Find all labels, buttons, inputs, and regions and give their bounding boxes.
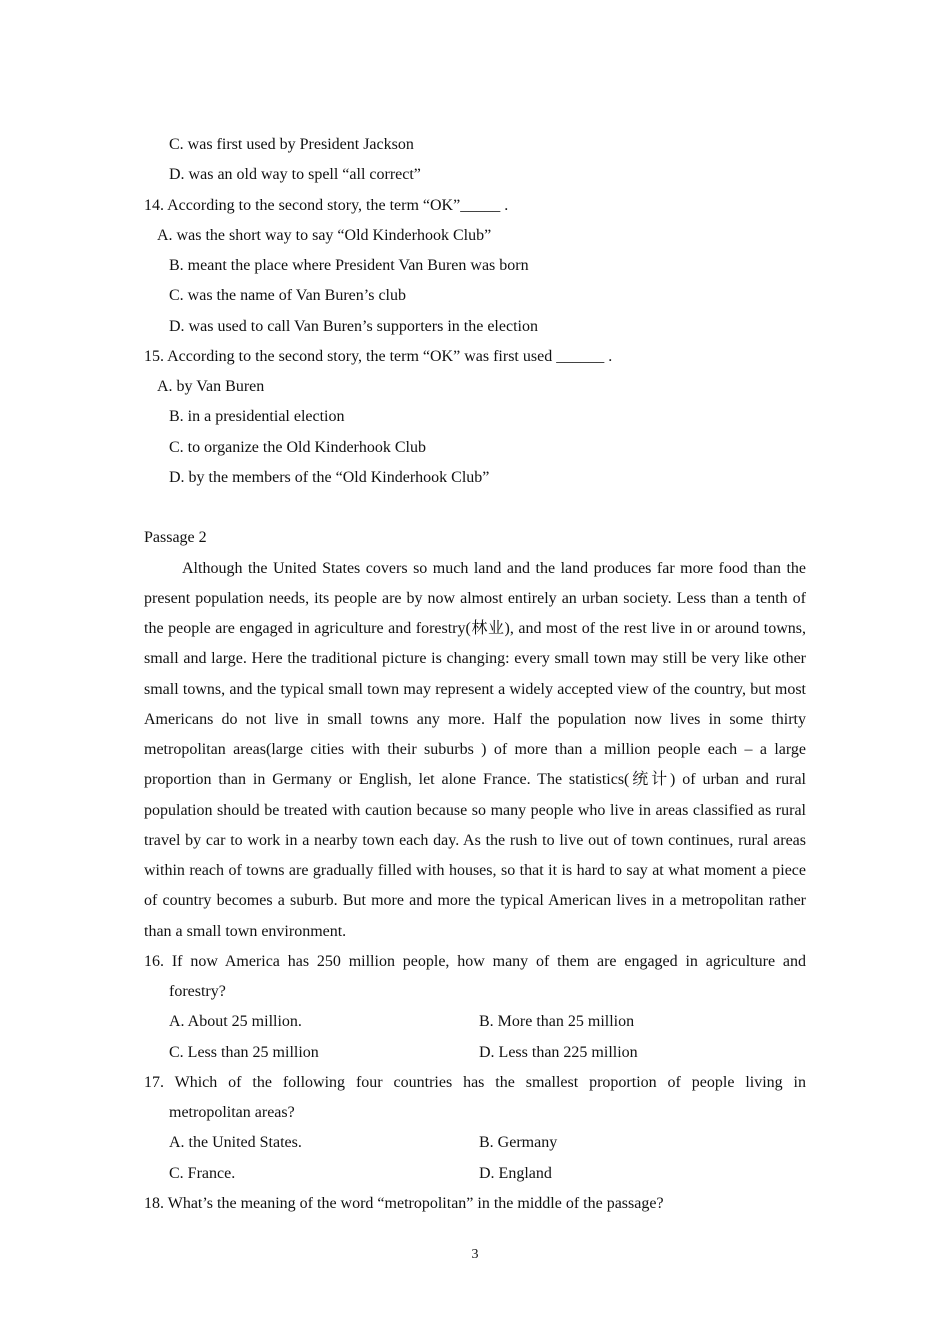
q16-options-row-2 — [144, 1038, 806, 1068]
q18-stem: 18. What’s the meaning of the word “metropolitan” in the middle of the passage? — [144, 1194, 664, 1212]
q17-option-c: C. France. — [169, 1164, 236, 1182]
page-number: 3 — [471, 1247, 479, 1262]
q14-option-d: D. was used to call Van Buren’s supporters in the election — [169, 317, 538, 335]
q15-option-d: D. by the members of the “Old Kinderhook Club” — [169, 468, 490, 486]
page-content — [144, 130, 806, 1219]
passage-body: Although the United States covers so much land and the land produces far more food than the present population needs, its people are by now almost entirely an urban society. Less than a tenth of the people are engaged in agriculture and forestry(林业), and most of the rest live in or around towns, small and large. Here the traditional picture is changing: every small town may still be very like other small towns, and the typical small town may represent a widely accepted view of the country, but most Americans do not live in small towns any more. Half the population now lives in some thirty metropolitan areas(large cities with their suburbs ) of more than a million people each – a large proportion than in Germany or English, let alone France. The statistics(统计) of urban and rural population should be treated with caution because so many people who live in areas classified as rural travel by car to work in a nearby town each day. As the rush to live out of town continues, rural areas within reach of towns are gradually filled with houses, so that it is hard to say at what moment a piece of country becomes a suburb. But more and more the typical American lives in a metropolitan rather than a small town environment. — [144, 559, 806, 940]
q15-stem: 15. According to the second story, the term “OK” was first used ______ . — [144, 347, 613, 365]
q14-option-c: C. was the name of Van Buren’s club — [169, 287, 406, 305]
q17-option-b: B. Germany — [479, 1134, 558, 1152]
q16-option-c: C. Less than 25 million — [169, 1043, 319, 1061]
q16-option-a: A. About 25 million. — [169, 1013, 302, 1031]
q16-stem-cont: forestry? — [169, 983, 226, 1000]
q14-option-b: B. meant the place where President Van Buren was born — [169, 257, 529, 274]
spacer — [144, 493, 806, 523]
q17-option-d: D. England — [479, 1164, 552, 1182]
q16-stem: 16. If now America has 250 million people, how many of them are engaged in agriculture and — [144, 952, 806, 970]
passage-title: Passage 2 — [144, 529, 207, 547]
q15-option-b: B. in a presidential election — [169, 408, 345, 426]
passage-text — [144, 554, 806, 947]
q14-stem: 14. According to the second story, the term “OK”_____ . — [144, 196, 509, 214]
q17-options-row-2 — [144, 1159, 806, 1189]
q14-option-a: A. was the short way to say “Old Kinderhook Club” — [157, 226, 492, 244]
q17-option-a: A. the United States. — [169, 1134, 302, 1152]
q16-option-d: D. Less than 225 million — [479, 1043, 638, 1061]
q17-stem-cont: metropolitan areas? — [169, 1104, 295, 1121]
q15-option-c: C. to organize the Old Kinderhook Club — [169, 438, 426, 456]
q16-option-b: B. More than 25 million — [479, 1013, 635, 1031]
q16-options-row-1 — [144, 1007, 806, 1037]
q13-option-d: D. was an old way to spell “all correct” — [169, 166, 421, 184]
q15-option-a: A. by Van Buren — [157, 378, 265, 395]
q13-option-c: C. was first used by President Jackson — [169, 136, 414, 153]
q17-options-row-1 — [144, 1128, 806, 1158]
q17-stem: 17. Which of the following four countries has the smallest proportion of people living in — [144, 1073, 806, 1091]
